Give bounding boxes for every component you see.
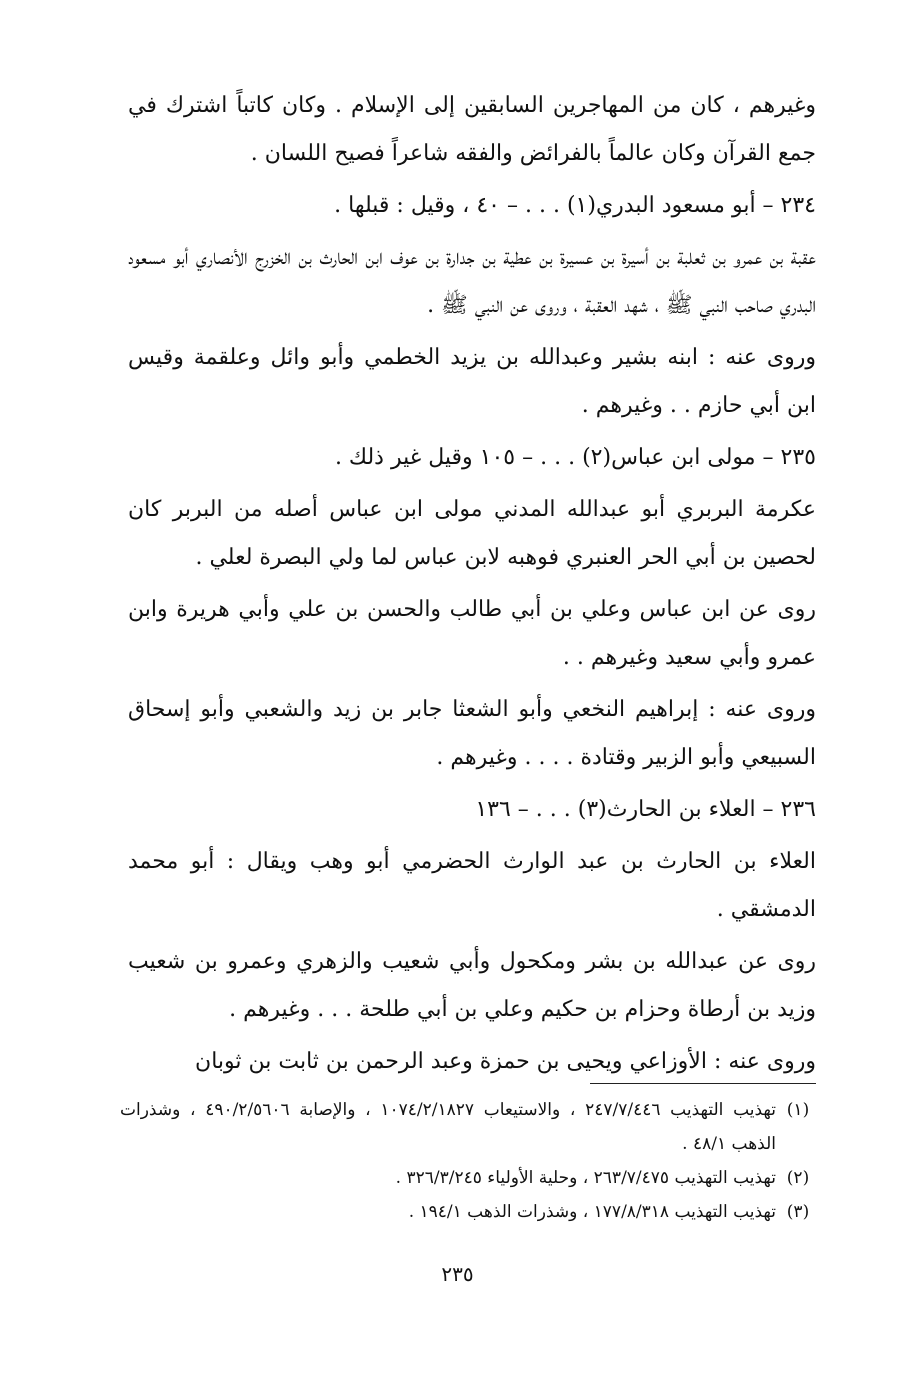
footnote-text: تهذيب التهذيب ١٧٧/٨/٣١٨ ، وشذرات الذهب ١٩٤/١ .: [408, 1202, 776, 1222]
paragraph-biography-235: عكرمة البربري أبو عبدالله المدني مولى ابن عباس أصله من البربر كان لحصين بن أبي الحر العنبري فوهبه لابن عباس لما ولي البصرة لعلي .: [128, 497, 816, 570]
paragraph-narrators-236: وروى عنه : الأوزاعي ويحيى بن حمزة وعبد الرحمن بن ثابت بن ثوبان: [195, 1049, 816, 1074]
footnotes: [120, 1093, 820, 1229]
footnote-separator: [590, 1083, 816, 1084]
paragraph-narrators-234: وروى عنه : ابنه بشير وعبدالله بن يزيد الخطمي وأبو وائل وعلقمة وقيس ابن أبي حازم . . وغيرهم .: [128, 345, 816, 418]
paragraph-biography-236: العلاء بن الحارث بن عبد الوارث الحضرمي أبو وهب ويقال : أبو محمد الدمشقي .: [128, 849, 816, 922]
footnote-number: (١): [786, 1100, 810, 1120]
paragraph-continuation: وغيرهم ، كان من المهاجرين السابقين إلى الإسلام . وكان كاتباً اشترك في جمع القرآن وكان عالماً بالفرائض والفقه شاعراً فصيح اللسان .: [128, 93, 816, 166]
page-number: ٢٣٥: [441, 1262, 474, 1286]
paragraph-narrated-from-235: روى عن ابن عباس وعلي بن أبي طالب والحسن بن علي وأبي هريرة وابن عمرو وأبي سعيد وغيرهم . .: [128, 597, 816, 670]
entry-heading-236: ٢٣٦ – العلاء بن الحارث(٣) . . . – ١٣٦: [475, 797, 816, 822]
main-text: [128, 82, 816, 1090]
paragraph-narrators-235: وروى عنه : إبراهيم النخعي وأبو الشعثا جابر بن زيد والشعبي وأبو إسحاق السبيعي وأبو الزبير وقتادة . . . . وغيرهم .: [128, 697, 816, 770]
footnote-3: [120, 1195, 820, 1229]
entry-heading-234: ٢٣٤ – أبو مسعود البدري(١) . . . – ٤٠ ، وقيل : قبلها .: [334, 193, 816, 218]
footnote-text: تهذيب التهذيب ٢٤٧/٧/٤٤٦ ، والاستيعاب ١٠٧٤/٢/١٨٢٧ ، والإصابة ٤٩٠/٢/٥٦٠٦ ، وشذرات الذهب ٤٨/١ .: [120, 1100, 776, 1154]
footnote-2: [120, 1161, 820, 1195]
footnote-number: (٣): [786, 1202, 810, 1222]
entry-heading-235: ٢٣٥ – مولى ابن عباس(٢) . . . – ١٠٥ وقيل غير ذلك .: [334, 445, 816, 470]
paragraph-narrated-from-236: روى عن عبدالله بن بشر ومكحول وأبي شعيب والزهري وعمرو بن شعيب وزيد بن أرطاة وحزام بن حكيم وعلي بن أبي طلحة . . . وغيرهم .: [128, 949, 816, 1022]
paragraph-biography-234: عقبة بن عمرو بن ثعلبة بن أسيرة بن عسيرة بن عطية بن جدارة بن عوف ابن الحارث بن الخزرج الأنصاري أبو مسعود البدري صاحب النبي ﷺ ، شهد العقبة ، وروى عن النبي ﷺ .: [128, 245, 816, 318]
footnote-1: [120, 1093, 820, 1161]
footnote-number: (٢): [786, 1168, 810, 1188]
footnote-text: تهذيب التهذيب ٢٦٣/٧/٤٧٥ ، وحلية الأولياء ٣٢٦/٣/٢٤٥ .: [395, 1168, 776, 1188]
